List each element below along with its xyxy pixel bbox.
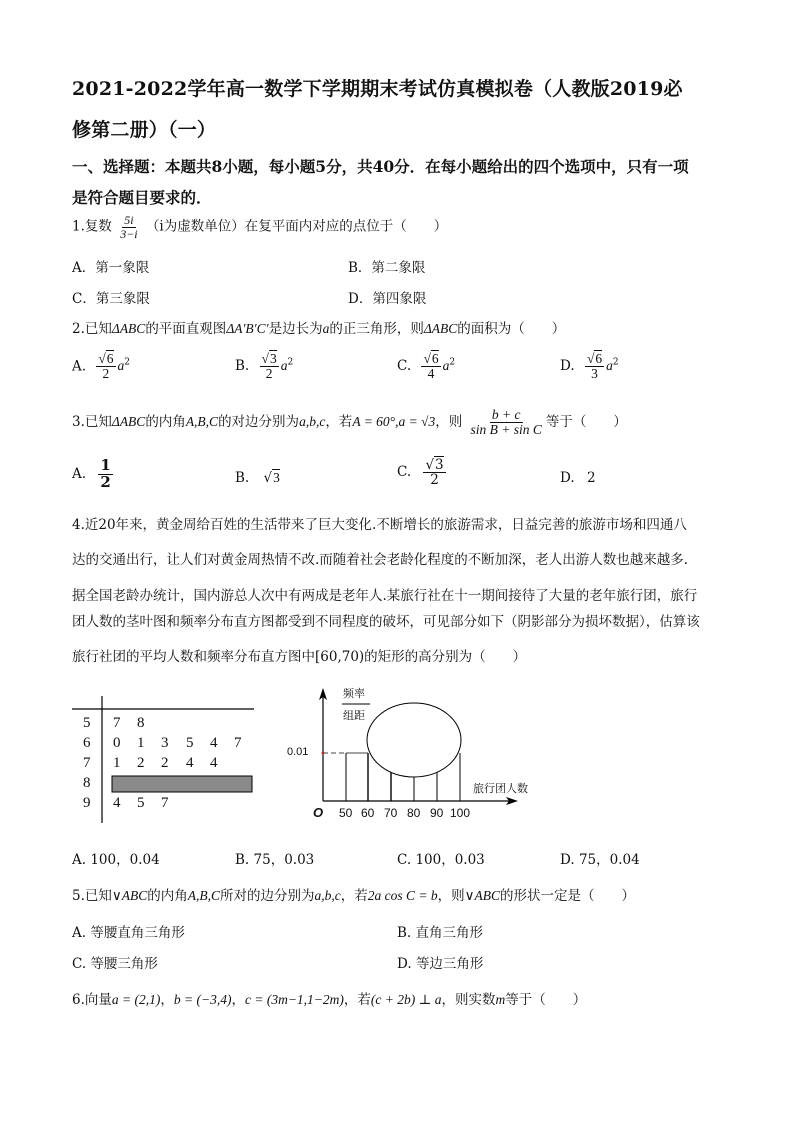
fraction-one-half: $\frac{1}{2}$ [100,456,111,491]
stem-9: 9 [83,795,91,811]
frequency-histogram [280,680,550,830]
sqrt-icon: √ [263,470,273,486]
option-text: 第四象限 [372,291,427,307]
option-label: C． [72,291,96,307]
option-text: 第二象限 [371,260,426,276]
section-header-line2: 是符合题目要求的． [72,188,212,207]
leaf: 0 [113,735,121,751]
question-text: 的面积为（ ） [457,321,566,337]
option-b[interactable] [348,256,425,276]
option-d[interactable] [348,287,426,307]
option-value: 3 [273,470,280,485]
question-4-line-1: 4.近20年来，黄金周给百姓的生活带来了巨大变化.不断增长的旅游需求，日益完善的旅游市场和四通八 [72,517,687,533]
fraction [96,352,115,381]
question-number: 3. [72,414,85,431]
option-label: D. [397,956,412,972]
option-label: C. [397,358,412,375]
option-label: A. [72,925,87,941]
option-c[interactable] [397,352,455,381]
option-label: C. [72,956,87,972]
option-label: D. [560,470,575,486]
option-c[interactable] [397,458,448,487]
question-4-line-3: 据全国老龄办统计，国内游总人次中有两成是老年人.某旅行社在十一期间接待了大量的老年旅行团，旅行 [72,588,698,604]
option-label: C. [397,852,412,868]
math-triangle: ∨ABC [111,888,148,903]
question-text: 的正三角形，则 [329,321,424,337]
question-6 [72,988,586,1008]
x-tick-50: 50 [339,806,353,820]
fraction-numerator: 5i [124,213,134,227]
fraction-sqrt3-over-2: $\frac{√3}{2}$ [425,457,444,489]
x-tick-70: 70 [384,806,398,820]
fraction [118,214,139,240]
fraction-denominator: 2 [102,366,110,382]
question-number: 2. [72,321,85,337]
stem-7: 7 [83,755,91,771]
option-text: 等腰三角形 [90,956,158,972]
exponent: 2 [612,357,619,368]
math-variable: a [117,358,125,374]
fraction-denominator: 3 [591,366,598,382]
option-label: D． [348,291,373,307]
math-condition: (c + 2b) ⊥ a [370,992,442,1007]
section-header-line1: 一、选择题：本题共8小题，每小题5分，共40分．在每小题给出的四个选项中，只有一项 [72,157,689,176]
math-variable: m [495,992,506,1007]
fraction-numerator: 3 [269,351,277,366]
leaf: 1 [113,755,121,771]
fraction-denominator: 3−i [120,226,138,241]
math-triangle: ∨ABC [464,888,501,903]
question-text: 复数 [84,218,112,235]
math-variable: a [322,321,330,336]
question-text: 已知 [84,888,112,904]
leaf: 4 [210,735,218,751]
question-number: 6. [72,992,85,1008]
origin-label: O [313,805,324,820]
x-axis-label: 旅行团人数 [473,782,528,795]
option-a[interactable] [72,458,115,491]
leaf: 7 [113,715,121,731]
y-tick-label: 0.01 [287,746,309,758]
document-title-line2: 修第二册）（一） [72,119,217,141]
option-text: 等腰直角三角形 [90,925,185,941]
vector-a: a = (2,1) [111,992,161,1007]
question-text: ，则实数 [441,992,496,1008]
separator: ， [231,992,245,1008]
option-label: B. [235,852,250,868]
fraction [421,352,440,381]
question-text: ，若 [340,888,368,904]
question-text: 已知 [84,414,112,431]
fraction [585,352,604,381]
document-title-line1: 2021-2022学年高一数学下学期期末考试仿真模拟卷（人教版2019必 [72,78,683,100]
option-text: 直角三角形 [415,925,484,941]
question-text: ，若 [343,992,371,1008]
question-text: 的平面直观图 [145,321,227,337]
x-tick-90: 90 [430,806,444,820]
question-text: 的形状一定是（ ） [500,888,636,904]
sqrt-icon: √ [423,351,431,366]
stem-8: 8 [83,775,91,791]
question-text: 所对的边分别为 [220,888,315,904]
option-label: C. [397,464,412,481]
vector-c: c = (3m−1,1−2m) [244,992,344,1007]
option-a[interactable] [72,921,185,941]
math-variable: a [280,358,288,374]
question-number: 1. [72,218,85,235]
leaf: 4 [113,795,121,811]
option-d[interactable] [397,952,483,972]
option-b[interactable] [397,921,483,941]
option-c[interactable] [72,952,158,972]
leaf: 4 [210,755,218,771]
leaf: 3 [161,735,169,751]
option-text: 100，0.04 [90,852,160,868]
leaf: 4 [186,755,194,771]
option-label: A． [72,260,96,276]
question-4-line-5: 旅行社团的平均人数和频率分布直方图中[60,70)的矩形的高分别为（ ） [72,649,527,665]
question-text: 向量 [84,992,112,1008]
sqrt-icon: √ [261,351,269,366]
stem-6: 6 [83,735,91,751]
leaf: 2 [161,755,169,771]
math-condition: 2a cos C = b [367,888,438,903]
x-tick-80: 80 [407,806,421,820]
option-c[interactable] [397,848,485,868]
exponent: 2 [124,357,130,368]
option-text: 第一象限 [95,260,150,276]
option-text: 第三象限 [95,291,150,307]
question-text: 已知 [84,321,112,337]
option-b[interactable] [235,848,314,868]
math-triangle: ΔABC [111,321,146,336]
option-a[interactable] [72,848,160,868]
leaf: 7 [161,795,169,811]
question-text: 是边长为 [268,321,323,337]
question-text: 的对边分别为 [218,414,300,431]
exponent: 2 [449,357,456,368]
x-tick-60: 60 [361,806,375,820]
math-angles: A,B,C [185,414,219,430]
option-label: D. [560,852,575,868]
option-text: 75，0.04 [578,852,640,868]
question-text: 的内角 [145,414,186,431]
y-axis-label-top: 频率 [343,687,365,700]
question-text: （i为虚数单位）在复平面内对应的点位于（ ） [145,218,448,235]
question-text: 等于（ ） [545,414,627,431]
question-4-line-4: 团人数的茎叶图和频率分布直方图都受到不同程度的破坏，可见部分如下（阴影部分为损坏数据），估算该 [72,614,700,630]
option-label: A. [72,465,87,482]
fraction [469,408,544,437]
option-label: A. [72,358,87,375]
question-1 [72,214,447,240]
option-c[interactable] [72,287,150,307]
option-label: D. [560,358,575,375]
math-angles: A,B,C [187,888,221,903]
sqrt-icon: √ [98,351,106,366]
sqrt-icon: √ [586,351,595,366]
leaf: 5 [186,735,194,751]
leaf: 1 [137,735,145,751]
question-text: 的内角 [147,888,188,904]
fraction-denominator: sin B + sin C [470,422,542,438]
option-label: B. [235,470,250,486]
question-text: ，则 [437,888,465,904]
stem-leaf-plot [60,690,270,830]
y-axis-label-bottom: 组距 [343,709,365,722]
exponent: 2 [287,357,294,368]
option-d[interactable] [560,470,596,486]
math-condition: A = 60°,a = √3 [352,414,436,430]
fraction-numerator: 6 [595,351,603,366]
leaf: 2 [137,755,145,771]
math-variable: a [442,358,450,374]
option-b[interactable] [235,352,293,381]
option-label: A. [72,852,87,868]
option-text: 75，0.03 [253,852,315,868]
leaf: 5 [137,795,145,811]
option-a[interactable] [72,352,130,381]
question-3 [72,408,627,437]
fraction [260,352,279,381]
option-value: 2 [586,470,596,486]
math-variable: a [606,358,613,374]
vector-b: b = (−3,4) [173,992,232,1007]
leaf: 7 [234,735,242,751]
math-sides: a,b,c [299,414,326,430]
x-tick-100: 100 [450,806,471,820]
option-a[interactable] [72,256,149,276]
math-triangle: ΔABC [423,321,458,336]
question-4-line-2: 达的交通出行，让人们对黄金周热情不改.而随着社会老龄化程度的不断加深，老人出游人数也越来越多. [72,552,689,568]
fraction-denominator: 2 [265,366,273,382]
question-text: ，则 [435,414,463,431]
question-text: ，若 [325,414,353,431]
fraction-numerator: b + c [491,407,521,422]
option-label: B． [348,260,372,276]
leaf: 8 [137,715,145,731]
math-triangle: ΔABC [111,414,146,430]
math-triangle: ΔA′B′C′ [226,321,269,336]
stem-5: 5 [83,715,91,731]
question-5 [72,884,635,904]
fraction-numerator: 6 [431,351,439,366]
option-text: 等边三角形 [415,956,484,972]
option-text: 100，0.03 [415,852,485,868]
option-d[interactable] [560,352,619,381]
question-2 [72,317,565,337]
question-number: 5. [72,888,85,904]
option-b[interactable] [235,470,280,486]
option-label: B. [397,925,412,941]
option-d[interactable] [560,848,640,868]
question-text: 等于（ ） [505,992,587,1008]
separator: ， [160,992,174,1008]
math-sides: a,b,c [314,888,341,903]
fraction-numerator: 6 [106,351,114,366]
option-label: B. [235,358,250,375]
fraction-denominator: 4 [427,366,435,382]
sqrt-icon: √ [425,457,435,473]
